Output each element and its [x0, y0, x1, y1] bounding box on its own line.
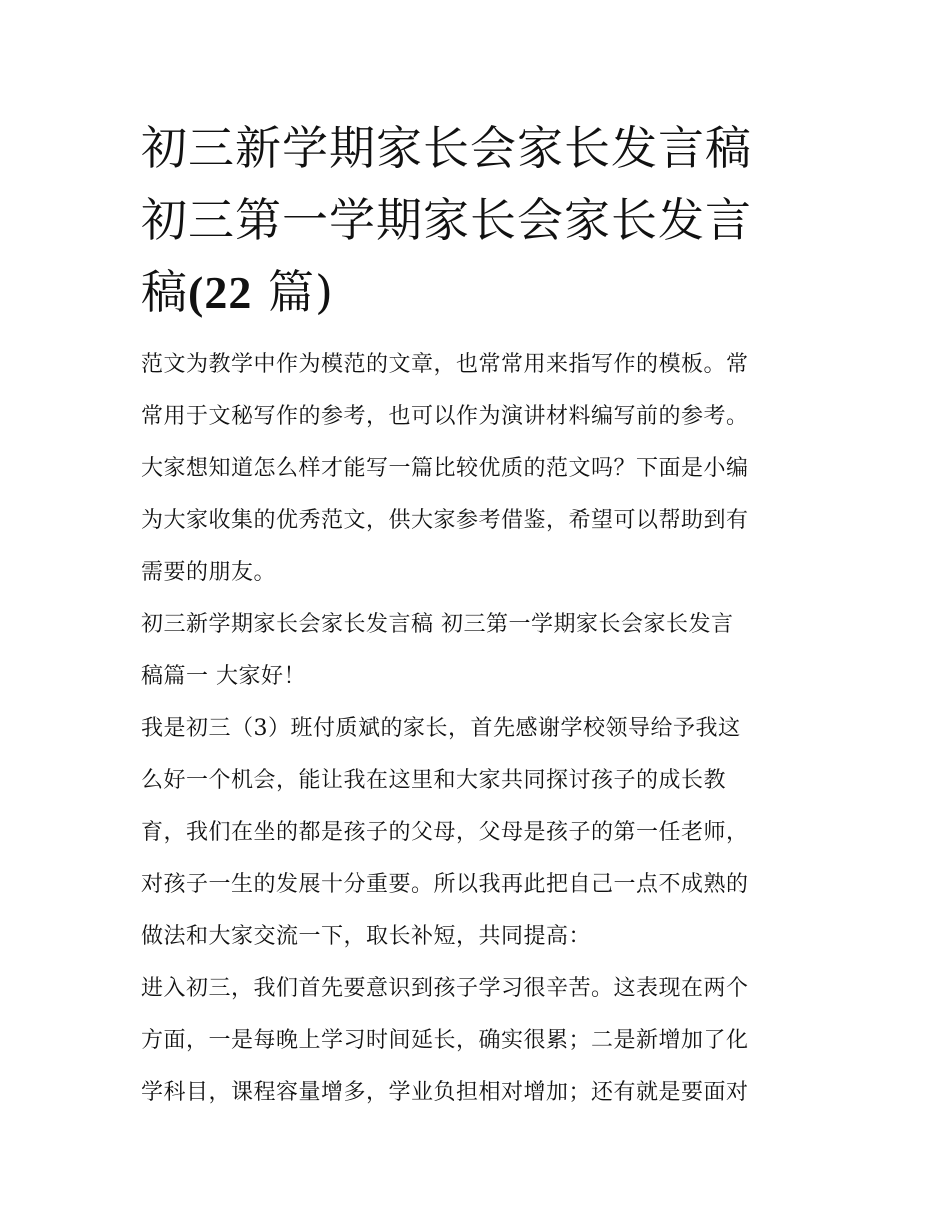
text-line: 稿篇一 大家好！	[141, 664, 306, 689]
document-title	[141, 112, 821, 329]
text-line: 做法和大家交流一下，取长补短，共同提高：	[141, 924, 592, 949]
text-line: 方面，一是每晚上学习时间延长，确实很累；二是新增加了化	[141, 1028, 749, 1053]
body-paragraph	[141, 703, 821, 963]
text-line: 需要的朋友。	[141, 560, 277, 585]
text-line: 对孩子一生的发展十分重要。所以我再此把自己一点不成熟的	[141, 872, 749, 897]
text-line: 为大家收集的优秀范文，供大家参考借鉴，希望可以帮助到有	[141, 508, 749, 533]
text-line: 范文为教学中作为模范的文章，也常常用来指写作的模板。常	[141, 352, 749, 377]
title-count: (22	[188, 267, 253, 318]
text-line: 育，我们在坐的都是孩子的父母，父母是孩子的第一任老师，	[141, 820, 749, 845]
text-line: 常用于文秘写作的参考，也可以作为演讲材料编写前的参考。	[141, 404, 749, 429]
text-line: 初三新学期家长会家长发言稿 初三第一学期家长会家长发言	[141, 612, 734, 637]
title-line	[141, 256, 821, 329]
title-count-suffix: 篇)	[252, 265, 334, 319]
title-line-text: 稿	[141, 265, 188, 319]
title-line: 初三第一学期家长会家长发言	[141, 193, 752, 247]
text-line: 我是初三（3）班付质斌的家长，首先感谢学校领导给予我这	[141, 716, 741, 741]
text-line: 进入初三，我们首先要意识到孩子学习很辛苦。这表现在两个	[141, 976, 749, 1001]
text-line: 大家想知道怎么样才能写一篇比较优质的范文吗？下面是小编	[141, 456, 749, 481]
title-line: 初三新学期家长会家长发言稿	[141, 121, 752, 175]
section-heading-paragraph	[141, 599, 821, 703]
intro-paragraph	[141, 339, 821, 599]
text-line: 学科目，课程容量增多，学业负担相对增加；还有就是要面对	[141, 1080, 749, 1105]
text-line: 么好一个机会，能让我在这里和大家共同探讨孩子的成长教	[141, 768, 727, 793]
document-body	[141, 112, 821, 1119]
body-paragraph	[141, 963, 821, 1119]
